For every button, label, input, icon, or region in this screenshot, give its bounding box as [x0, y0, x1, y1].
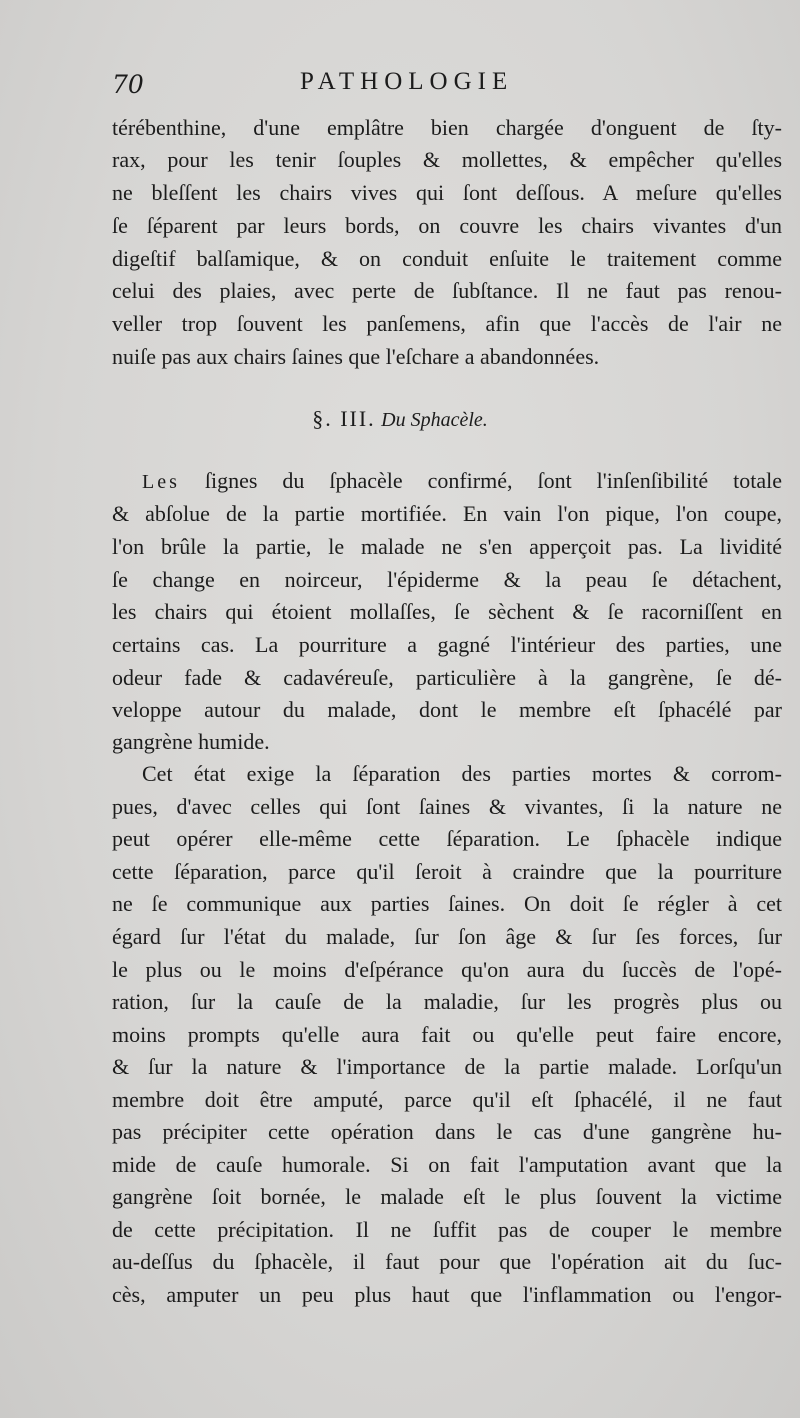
- text-line: certains cas. La pourriture a gagné l'intérieur des parties, une: [112, 632, 782, 657]
- text-line: & abſolue de la partie mortifiée. En vain l'on pique, l'on coupe,: [112, 501, 782, 526]
- text-line: [142, 470, 782, 492]
- text-line: veller trop ſouvent les panſemens, afin que l'accès de l'air ne: [112, 311, 782, 336]
- text-line: peut opérer elle-même cette ſéparation. Le ſphacèle indique: [112, 826, 782, 851]
- text-line: ne bleſſent les chairs vives qui ſont deſſous. A meſure qu'elles: [112, 180, 782, 205]
- running-head: PATHOLOGIE: [300, 68, 514, 95]
- text-line: térébenthine, d'une emplâtre bien chargée d'onguent de ſty-: [112, 115, 782, 140]
- text-line: cette ſéparation, parce qu'il ſeroit à craindre que la pourriture: [112, 859, 782, 884]
- text-line: & ſur la nature & l'importance de la partie malade. Lorſqu'un: [112, 1054, 782, 1079]
- text-line: cès, amputer un peu plus haut que l'inflammation ou l'engor-: [112, 1282, 782, 1307]
- page-number: 70: [112, 70, 144, 99]
- text-line: celui des plaies, avec perte de ſubſtance. Il ne faut pas renou-: [112, 278, 782, 303]
- text-line: gangrène humide.: [112, 729, 270, 754]
- section-title: Du Sphacèle.: [381, 409, 488, 431]
- text-line: veloppe autour du malade, dont le membre eſt ſphacélé par: [112, 697, 782, 722]
- text-line: au-deſſus du ſphacèle, il faut pour que l'opération ait du ſuc-: [112, 1249, 782, 1274]
- text-line: ſe change en noirceur, l'épiderme & la peau ſe détachent,: [112, 567, 782, 592]
- text-line: le plus ou le moins d'eſpérance qu'on aura du ſuccès de l'opé-: [112, 957, 782, 982]
- text-line: digeſtif balſamique, & on conduit enſuite le traitement comme: [112, 246, 782, 271]
- section-heading: [0, 406, 800, 432]
- text-line: les chairs qui étoient mollaſſes, ſe sèchent & ſe racorniſſent en: [112, 599, 782, 624]
- text-line: moins prompts qu'elle aura fait ou qu'elle peut faire encore,: [112, 1022, 782, 1047]
- text-line: pues, d'avec celles qui ſont ſaines & vivantes, ſi la nature ne: [112, 794, 782, 819]
- text-line: Cet état exige la ſéparation des parties mortes & corrom-: [142, 761, 782, 786]
- text-line: nuiſe pas aux chairs ſaines que l'eſchare a abandonnées.: [112, 344, 600, 369]
- text-line: pas précipiter cette opération dans le cas d'une gangrène hu-: [112, 1119, 782, 1144]
- text-line: de cette précipitation. Il ne ſuffit pas de couper le membre: [112, 1217, 782, 1242]
- text-line: membre doit être amputé, parce qu'il eſt ſphacélé, il ne faut: [112, 1087, 782, 1112]
- text-line: rax, pour les tenir ſouples & mollettes, & empêcher qu'elles: [112, 147, 782, 172]
- first-word: Les: [142, 471, 180, 493]
- text-line: ſe ſéparent par leurs bords, on couvre les chairs vivantes d'un: [112, 213, 782, 238]
- text-line: mide de cauſe humorale. Si on fait l'amputation avant que la: [112, 1152, 782, 1177]
- text-line: l'on brûle la partie, le malade ne s'en apperçoit pas. La lividité: [112, 534, 782, 559]
- text-line: ne ſe communique aux parties ſaines. On doit ſe régler à cet: [112, 891, 782, 916]
- text-line: égard ſur l'état du malade, ſur ſon âge & ſur ſes forces, ſur: [112, 924, 782, 949]
- section-number: §. III.: [312, 406, 376, 431]
- text-line: gangrène ſoit bornée, le malade eſt le plus ſouvent la victime: [112, 1184, 782, 1209]
- first-line-rest: ſignes du ſphacèle confirmé, ſont l'inſenſibilité totale: [179, 468, 782, 493]
- text-line: odeur fade & cadavéreuſe, particulière à la gangrène, ſe dé-: [112, 665, 782, 690]
- text-line: ration, ſur la cauſe de la maladie, ſur les progrès plus ou: [112, 989, 782, 1014]
- page-header: [112, 68, 782, 108]
